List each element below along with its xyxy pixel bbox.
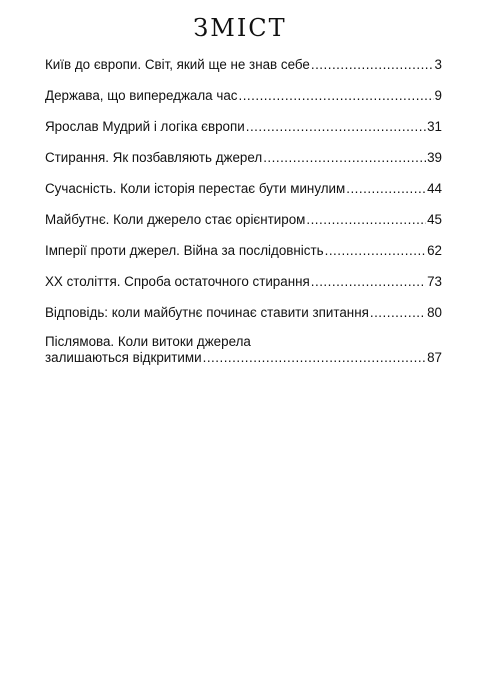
toc-entry-page: 45 <box>427 212 442 227</box>
dot-leader <box>346 181 426 197</box>
table-of-contents <box>45 57 442 366</box>
toc-entry-page: 3 <box>434 57 442 72</box>
toc-entry <box>45 57 442 73</box>
toc-entry <box>45 119 442 135</box>
dot-leader <box>238 88 433 104</box>
dot-leader <box>263 150 426 166</box>
toc-entry-page: 87 <box>427 350 442 365</box>
toc-entry <box>45 181 442 197</box>
toc-entry-title: Стирання. Як позбавляють джерел <box>45 150 263 165</box>
toc-entry-title: Майбутнє. Коли джерело стає орієнтиром <box>45 212 306 227</box>
toc-entry <box>45 212 442 228</box>
toc-entry-page: 39 <box>427 150 442 165</box>
toc-entry-title-line1: Післямова. Коли витоки джерела <box>45 334 251 349</box>
toc-entry <box>45 305 442 321</box>
dot-leader <box>325 243 427 259</box>
toc-entry-page: 9 <box>434 88 442 103</box>
dot-leader <box>203 350 427 366</box>
toc-entry <box>45 88 442 104</box>
toc-entry-title: Ярослав Мудрий і логіка європи <box>45 119 245 134</box>
dot-leader <box>370 305 426 321</box>
toc-entry-page: 80 <box>427 305 442 320</box>
toc-entry-page: 62 <box>427 243 442 258</box>
toc-entry <box>45 243 442 259</box>
toc-entry-title: Держава, що випереджала час <box>45 88 238 103</box>
toc-entry-title: Імперії проти джерел. Війна за послідовність <box>45 243 324 258</box>
toc-entry-page: 73 <box>427 274 442 289</box>
toc-entry-title: XX століття. Спроба остаточного стирання <box>45 274 310 289</box>
toc-entry-title: Відповідь: коли майбутнє починає ставити зпитання <box>45 305 369 320</box>
toc-entry <box>45 274 442 290</box>
toc-entry-title: Сучасність. Коли історія перестає бути минулим <box>45 181 346 196</box>
dot-leader <box>311 57 434 73</box>
toc-entry-line2 <box>45 350 442 366</box>
dot-leader <box>246 119 426 135</box>
toc-entry-page: 44 <box>427 181 442 196</box>
toc-entry-page: 31 <box>427 119 442 134</box>
toc-entry <box>45 150 442 166</box>
dot-leader <box>306 212 426 228</box>
dot-leader <box>311 274 426 290</box>
toc-entry-title: Київ до європи. Світ, який ще не знав себе <box>45 57 310 72</box>
toc-entry-multiline <box>45 334 442 366</box>
toc-entry-title-line2: залишаються відкритими <box>45 350 202 365</box>
page-title: ЗМІСТ <box>193 14 287 42</box>
